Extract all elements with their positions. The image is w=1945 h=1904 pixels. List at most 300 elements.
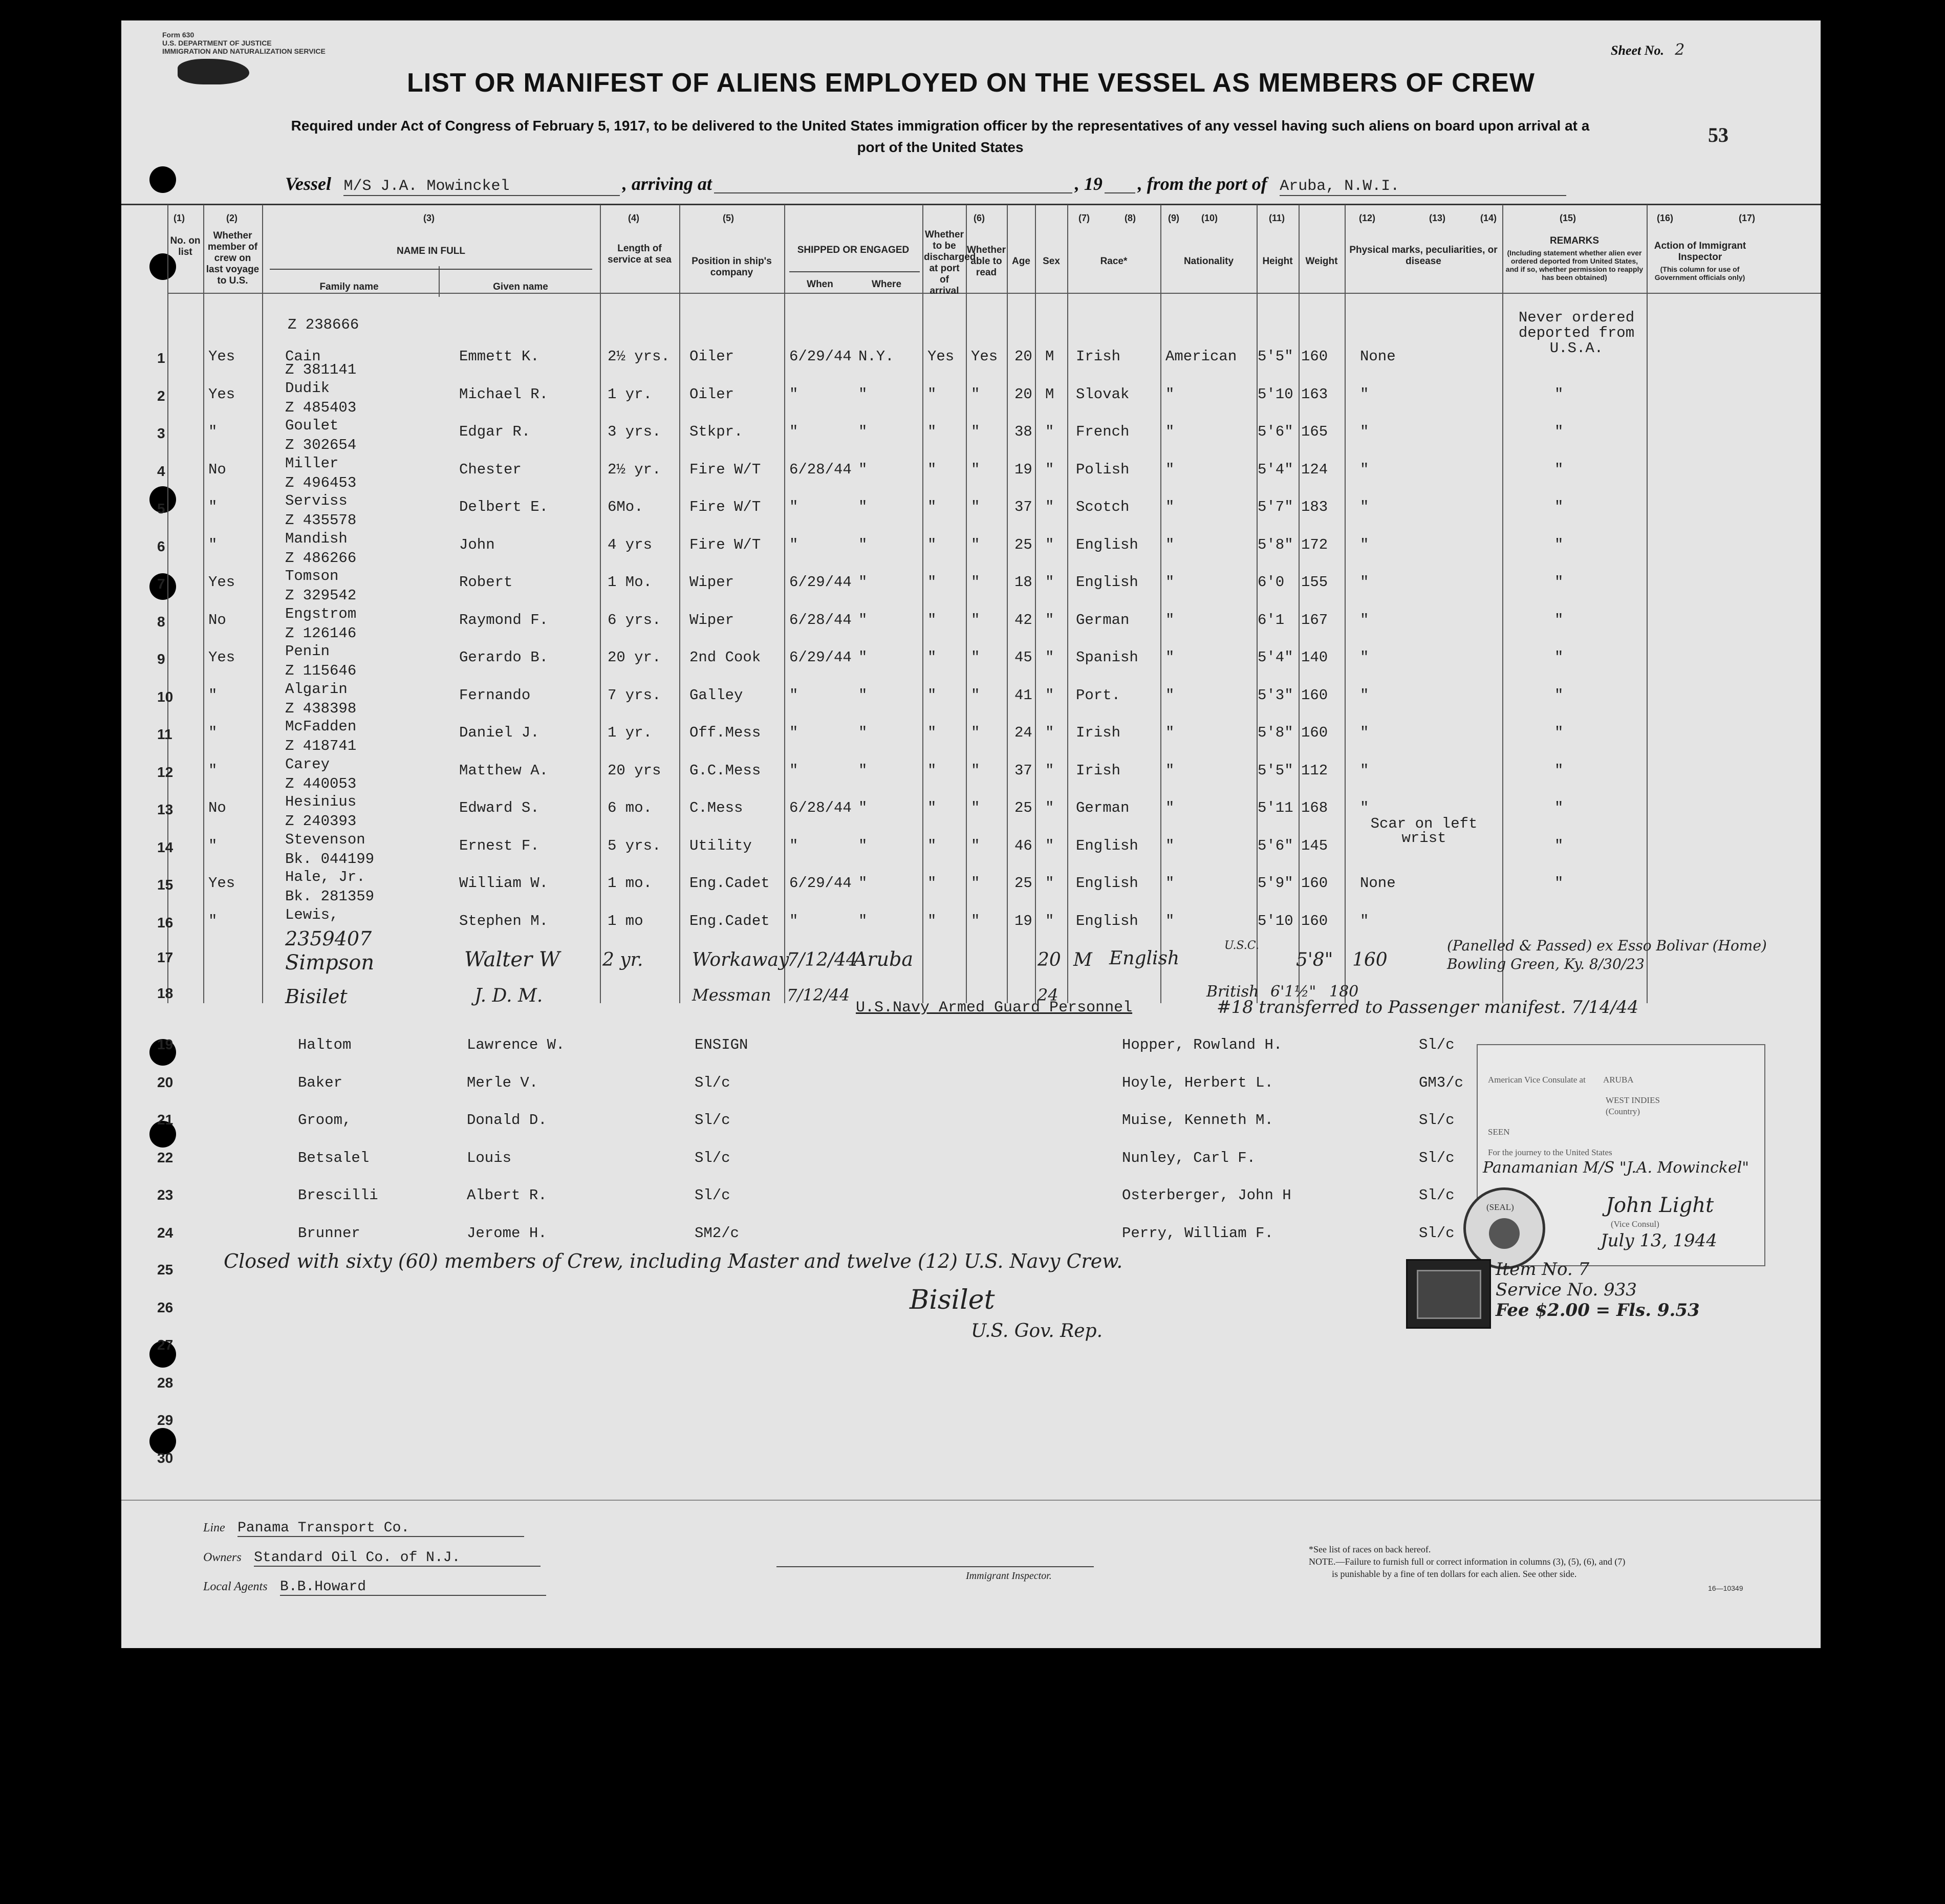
crew-prev-voyage: No [208, 612, 226, 629]
crew-remarks: " [1554, 649, 1564, 666]
stamp-journey: For the journey to the United States [1488, 1148, 1612, 1157]
col-note: (This column for use of Government officials only) [1654, 265, 1745, 282]
crew-marks: " [1360, 423, 1369, 440]
crew-id: Z 485403 [285, 399, 357, 416]
crew-position: Wiper [689, 612, 734, 629]
crew-shipped-where: " [858, 724, 868, 741]
navy-rank: Sl/c [695, 1150, 730, 1166]
crew-given-name: Robert [459, 574, 513, 591]
crew-shipped-when: 6/29/44 [789, 348, 852, 365]
crew-height: 5'5" [1258, 348, 1293, 365]
crew-id: Z 302654 [285, 437, 357, 453]
crew-shipped-where: " [858, 461, 868, 478]
crew-prev-voyage: " [208, 913, 218, 929]
manifest-sheet [121, 20, 1821, 1648]
crew-sex: " [1045, 612, 1054, 629]
crew-age: 18 [1014, 574, 1032, 591]
revenue-stamp-inner [1417, 1270, 1481, 1319]
crew-shipped-when: 6/29/44 [789, 649, 852, 666]
col-num: (7) [1078, 213, 1090, 223]
consul-seal [1463, 1187, 1545, 1269]
crew-weight: 160 [1301, 687, 1328, 704]
crew-given-name: Edward S. [459, 799, 539, 816]
crew-discharged: " [927, 799, 937, 816]
port-value: Aruba, N.W.I. [1280, 178, 1566, 196]
col-num: (2) [226, 213, 237, 223]
crew-id: Z 486266 [285, 550, 357, 567]
eagle-icon [1489, 1218, 1520, 1249]
crew-family-name: Mandish [285, 530, 348, 547]
crew-family-name: Lewis, [285, 906, 339, 923]
col-head: Physical marks, peculiarities, or disease [1349, 245, 1498, 267]
navy-rank: Sl/c [695, 1112, 730, 1129]
crew-sex: " [1045, 687, 1054, 704]
footer-line-value: Panama Transport Co. [237, 1520, 524, 1537]
crew-family-name: Goulet [285, 417, 339, 434]
crew-height: 5'9" [1258, 875, 1293, 892]
crew-height: 5'10 [1258, 386, 1293, 403]
crew-marks: " [1360, 762, 1369, 779]
crew-prev-voyage: " [208, 536, 218, 553]
vessel-label: Vessel [285, 174, 331, 194]
crew-shipped-where: " [858, 687, 868, 704]
crew-marks: " [1360, 461, 1369, 478]
crew-race: English [1076, 837, 1138, 854]
crew-shipped-where: " [858, 386, 868, 403]
column-rule [784, 205, 785, 1003]
crew-sex: M [1045, 348, 1054, 365]
stamp-seen: SEEN [1488, 1127, 1510, 1137]
crew-race: Irish [1076, 724, 1121, 741]
crew-nationality: " [1165, 837, 1175, 854]
column-rule [1160, 205, 1161, 1003]
crew-nationality: " [1165, 687, 1175, 704]
row-number: 2 [157, 388, 165, 404]
navy-rank: SM2/c [695, 1225, 740, 1242]
row17-remarks: (Panelled & Passed) ex Esso Bolivar (Home) Bowling Green, Ky. 8/30/23 [1447, 937, 1767, 972]
footer-line-label: Line [203, 1521, 225, 1534]
crew-weight: 124 [1301, 461, 1328, 478]
footer-note: is punishable by a fine of ten dollars for each alien. See other side. [1332, 1569, 1577, 1579]
crew-read: " [971, 762, 980, 779]
sheet-number-value: 2 [1675, 41, 1685, 59]
crew-race: Scotch [1076, 499, 1130, 515]
crew-prev-voyage: " [208, 837, 218, 854]
row17-height: 5'8" [1296, 949, 1333, 970]
navy-right-name: Muise, Kenneth M. [1122, 1112, 1273, 1129]
col-subhead: Given name [493, 282, 548, 292]
crew-nationality: " [1165, 762, 1175, 779]
crew-race: English [1076, 574, 1138, 591]
crew-position: Wiper [689, 574, 734, 591]
crew-discharged: " [927, 574, 937, 591]
col-head: Position in ship's company [691, 256, 772, 278]
crew-remarks: " [1554, 724, 1564, 741]
navy-family-name: Groom, [298, 1112, 352, 1129]
column-rule [203, 205, 204, 1003]
seal-label: (SEAL) [1486, 1202, 1514, 1212]
col-head: Whether member of crew on last voyage to U.S. [206, 230, 260, 286]
crew-prev-voyage: Yes [208, 348, 235, 365]
row18-position: Messman [692, 985, 771, 1005]
crew-position: Eng.Cadet [689, 875, 770, 892]
crew-discharged: Yes [927, 348, 955, 365]
navy-rank: Sl/c [695, 1074, 730, 1091]
crew-marks: " [1360, 499, 1369, 515]
crew-id: Z 126146 [285, 625, 357, 642]
crew-position: Oiler [689, 348, 734, 365]
row17-given: Walter W [464, 948, 560, 971]
crew-given-name: John [459, 536, 495, 553]
crew-position: C.Mess [689, 799, 743, 816]
crew-nationality: " [1165, 423, 1175, 440]
navy-family-name: Baker [298, 1074, 343, 1091]
col-head: No. on list [170, 235, 201, 257]
crew-prev-voyage: " [208, 687, 218, 704]
stamp-country-label: (Country) [1606, 1107, 1640, 1116]
row-number: 28 [157, 1375, 174, 1391]
crew-age: 25 [1014, 875, 1032, 892]
crew-remarks: " [1554, 386, 1564, 403]
crew-shipped-where: N.Y. [858, 348, 894, 365]
crew-weight: 160 [1301, 348, 1328, 365]
navy-rank: ENSIGN [695, 1036, 748, 1053]
crew-nationality: " [1165, 574, 1175, 591]
crew-weight: 172 [1301, 536, 1328, 553]
row17-nationality: U.S.C. [1224, 939, 1259, 952]
crew-discharged: " [927, 687, 937, 704]
crew-given-name: Raymond F. [459, 612, 549, 629]
col-head: Weight [1305, 256, 1338, 267]
crew-shipped-when: " [789, 837, 798, 854]
column-rule [1035, 205, 1036, 1003]
crew-given-name: Matthew A. [459, 762, 549, 779]
crew-given-name: Fernando [459, 687, 531, 704]
row-number: 4 [157, 463, 165, 479]
row-number: 9 [157, 651, 165, 667]
crew-given-name: Daniel J. [459, 724, 539, 741]
navy-right-name: Osterberger, John H [1122, 1187, 1291, 1204]
row-number: 14 [157, 839, 174, 855]
crew-id: Z 329542 [285, 587, 357, 604]
navy-right-name: Perry, William F. [1122, 1225, 1273, 1242]
crew-weight: 160 [1301, 913, 1328, 929]
crew-shipped-when: 6/29/44 [789, 875, 852, 892]
crew-shipped-when: " [789, 724, 798, 741]
crew-service: 5 yrs. [608, 837, 661, 854]
crew-position: Galley [689, 687, 743, 704]
crew-remarks: " [1554, 837, 1564, 854]
footer-rule [121, 1500, 1821, 1501]
row-number: 17 [157, 949, 174, 965]
crew-marks: None [1360, 348, 1396, 365]
crew-prev-voyage: " [208, 724, 218, 741]
crew-family-name: Serviss [285, 492, 348, 509]
footer-note: *See list of races on back hereof. [1309, 1544, 1431, 1554]
form-id-line: U.S. DEPARTMENT OF JUSTICE [162, 39, 272, 47]
crew-nationality: " [1165, 386, 1175, 403]
crew-service: 6Mo. [608, 499, 643, 515]
crew-shipped-where: " [858, 875, 868, 892]
col-subhead: Where [871, 279, 902, 290]
crew-race: Irish [1076, 762, 1121, 779]
crew-height: 5'4" [1258, 649, 1293, 666]
navy-right-name: Hopper, Rowland H. [1122, 1036, 1283, 1053]
crew-weight: 160 [1301, 875, 1328, 892]
subtitle-line: port of the United States [857, 139, 1024, 155]
footer-agents [203, 1579, 546, 1596]
crew-race: French [1076, 423, 1130, 440]
col-subhead: Family name [319, 282, 379, 292]
fee-revenue-stamp [1406, 1259, 1491, 1329]
stamp-country: WEST INDIES [1606, 1095, 1660, 1105]
col-num: (4) [628, 213, 639, 223]
crew-family-name: Algarin [285, 681, 348, 698]
row-number: 7 [157, 576, 165, 592]
form-id-line: IMMIGRATION AND NATURALIZATION SERVICE [162, 47, 326, 55]
footer-agents-value: B.B.Howard [280, 1579, 546, 1596]
crew-marks: Scar on left wrist [1370, 815, 1478, 847]
row18-height: 6'1½" [1270, 983, 1316, 1001]
col-num: (8) [1125, 213, 1136, 223]
crew-id: Z 418741 [285, 738, 357, 754]
page-number: 53 [1708, 123, 1728, 146]
crew-id: Z 496453 [285, 474, 357, 491]
crew-shipped-when: " [789, 499, 798, 515]
stamp-place: ARUBA [1603, 1075, 1634, 1085]
stamp-vessel: Panamanian M/S "J.A. Mowinckel" [1483, 1159, 1749, 1177]
crew-shipped-where: " [858, 423, 868, 440]
col-num: (17) [1739, 213, 1756, 223]
crew-shipped-where: " [858, 799, 868, 816]
crew-shipped-where: " [858, 574, 868, 591]
crew-height: 5'8" [1258, 724, 1293, 741]
footer-notes [1309, 1543, 1625, 1580]
crew-remarks: " [1554, 687, 1564, 704]
row18-remarks: #18 transferred to Passenger manifest. 7/14/44 [1217, 997, 1639, 1018]
crew-family-name: Hesinius [285, 793, 357, 810]
col-num: (12) [1359, 213, 1376, 223]
crew-id: Z 115646 [285, 662, 357, 679]
crew-sex: " [1045, 724, 1054, 741]
crew-discharged: " [927, 499, 937, 515]
crew-sex: " [1045, 799, 1054, 816]
column-rule [1007, 205, 1008, 1003]
crew-read: " [971, 423, 980, 440]
stamp-service: Service No. 933 [1496, 1280, 1637, 1300]
crew-read: Yes [971, 348, 998, 365]
crew-service: 20 yrs [608, 762, 661, 779]
signature-title: U.S. Gov. Rep. [971, 1321, 1103, 1342]
header-rule [167, 293, 1821, 294]
crew-weight: 168 [1301, 799, 1328, 816]
row-number: 20 [157, 1074, 174, 1090]
crew-age: 45 [1014, 649, 1032, 666]
crew-prev-voyage: Yes [208, 649, 235, 666]
crew-sex: " [1045, 423, 1054, 440]
col-head: REMARKS [1549, 235, 1600, 246]
row18-age: 24 [1038, 985, 1058, 1005]
crew-age: 25 [1014, 799, 1032, 816]
crew-id: Z 440053 [285, 775, 357, 792]
row-number: 11 [157, 726, 172, 742]
crew-given-name: William W. [459, 875, 549, 892]
navy-given-name: Jerome H. [467, 1225, 547, 1242]
crew-prev-voyage: Yes [208, 386, 235, 403]
crew-race: Port. [1076, 687, 1121, 704]
col-num: (11) [1269, 213, 1285, 223]
col-head: Nationality [1183, 256, 1234, 267]
navy-given-name: Louis [467, 1150, 512, 1166]
row17-where: Aruba [853, 948, 914, 970]
crew-service: 1 mo [608, 913, 643, 929]
crew-remarks: " [1554, 461, 1564, 478]
col-num: (6) [974, 213, 985, 223]
crew-read: " [971, 913, 980, 929]
crew-race: English [1076, 913, 1138, 929]
crew-shipped-where: " [858, 536, 868, 553]
crew-discharged: " [927, 612, 937, 629]
crew-discharged: " [927, 837, 937, 854]
crew-marks: " [1360, 536, 1369, 553]
crew-id: Z 238666 [288, 316, 359, 333]
navy-right-rank: Sl/c [1419, 1036, 1455, 1053]
navy-family-name: Betsalel [298, 1150, 370, 1166]
crew-nationality: " [1165, 799, 1175, 816]
remarks-row1: Never ordered deported from U.S.A. [1518, 309, 1635, 357]
crew-sex: " [1045, 837, 1054, 854]
crew-race: German [1076, 799, 1130, 816]
signature: Bisilet [910, 1285, 995, 1315]
sheet-number [1611, 41, 1684, 59]
form-id [162, 31, 326, 55]
crew-age: 41 [1014, 687, 1032, 704]
crew-nationality: " [1165, 612, 1175, 629]
navy-right-name: Nunley, Carl F. [1122, 1150, 1256, 1166]
navy-family-name: Brunner [298, 1225, 360, 1242]
crew-read: " [971, 724, 980, 741]
crew-position: Fire W/T [689, 461, 761, 478]
crew-race: English [1076, 536, 1138, 553]
header-rule [121, 204, 1821, 205]
footer-owners-value: Standard Oil Co. of N.J. [254, 1550, 541, 1567]
footer-owners [203, 1550, 541, 1567]
crew-given-name: Stephen M. [459, 913, 549, 929]
crew-prev-voyage: No [208, 799, 226, 816]
subtitle-line: Required under Act of Congress of February 5, 1917, to be delivered to the United States immigration officer by the representatives of any vessel having such aliens on board upon arrival at a [291, 118, 1590, 134]
crew-position: Fire W/T [689, 536, 761, 553]
crew-weight: 145 [1301, 837, 1328, 854]
crew-read: " [971, 536, 980, 553]
crew-prev-voyage: Yes [208, 875, 235, 892]
stamp-item: Item No. 7 [1496, 1259, 1590, 1280]
shipped-rule [789, 271, 920, 272]
stamp-fee: Fee $2.00 = Fls. 9.53 [1496, 1300, 1700, 1321]
row-number: 5 [157, 501, 165, 516]
crew-discharged: " [927, 423, 937, 440]
crew-nationality: " [1165, 724, 1175, 741]
crew-shipped-when: " [789, 536, 798, 553]
row-number: 1 [157, 350, 165, 366]
stamp-consul-title: (Vice Consul) [1611, 1219, 1659, 1229]
col-num: (9) [1168, 213, 1179, 223]
crew-shipped-when: 6/29/44 [789, 574, 852, 591]
crew-shipped-when: 6/28/44 [789, 799, 852, 816]
row17-age: 20 [1038, 949, 1061, 970]
navy-rank: Sl/c [695, 1187, 730, 1204]
crew-given-name: Chester [459, 461, 522, 478]
crew-nationality: " [1165, 875, 1175, 892]
navy-family-name: Brescilli [298, 1187, 378, 1204]
crew-height: 6'1 [1258, 612, 1285, 629]
row-number: 13 [157, 802, 174, 817]
sheet-number-label: Sheet No. [1611, 43, 1664, 58]
stamp-consulate [1488, 1075, 1634, 1085]
row-number: 23 [157, 1187, 174, 1203]
row-number: 19 [157, 1036, 174, 1052]
row-number: 25 [157, 1262, 174, 1278]
crew-position: Fire W/T [689, 499, 761, 515]
crew-given-name: Gerardo B. [459, 649, 549, 666]
row-number: 24 [157, 1225, 174, 1241]
row-number: 26 [157, 1300, 174, 1315]
crew-given-name: Edgar R. [459, 423, 531, 440]
vessel-line [285, 173, 1769, 199]
col-subhead: When [807, 279, 833, 290]
col-num: (1) [174, 213, 185, 223]
crew-race: Irish [1076, 348, 1121, 365]
crew-family-name: Penin [285, 643, 330, 660]
crew-age: 25 [1014, 536, 1032, 553]
row17-weight: 160 [1352, 949, 1388, 970]
crew-sex: " [1045, 913, 1054, 929]
row-number: 15 [157, 877, 174, 893]
row18-when: 7/12/44 [787, 985, 850, 1005]
crew-given-name: Ernest F. [459, 837, 539, 854]
col-note: (Including statement whether alien ever ordered deported from United States, and if so, whether permission to reapply has been obtained) [1505, 249, 1644, 282]
crew-height: 5'10 [1258, 913, 1293, 929]
crew-height: 5'6" [1258, 837, 1293, 854]
crew-read: " [971, 799, 980, 816]
year-blank [1105, 183, 1135, 193]
navy-right-name: Hoyle, Herbert L. [1122, 1074, 1273, 1091]
crew-discharged: " [927, 875, 937, 892]
row-number: 21 [157, 1112, 174, 1128]
col-head: Sex [1043, 256, 1060, 267]
row-number: 16 [157, 915, 174, 931]
column-rule [1067, 205, 1068, 1003]
crew-marks: " [1360, 913, 1369, 929]
crew-given-name: Michael R. [459, 386, 549, 403]
crew-position: Eng.Cadet [689, 913, 770, 929]
crew-discharged: " [927, 386, 937, 403]
crew-weight: 163 [1301, 386, 1328, 403]
crew-height: 6'0 [1258, 574, 1285, 591]
row17-when: 7/12/44 [787, 949, 858, 970]
crew-service: 2½ yrs. [608, 348, 670, 365]
crew-sex: " [1045, 649, 1054, 666]
from-port-label: , from the port of [1137, 174, 1267, 194]
crew-prev-voyage: " [208, 423, 218, 440]
crew-shipped-when: " [789, 762, 798, 779]
crew-height: 5'5" [1258, 762, 1293, 779]
crew-remarks: " [1554, 612, 1564, 629]
punch-hole [149, 166, 176, 193]
stamp-consulate-label: American Vice Consulate at [1488, 1075, 1586, 1085]
row-number: 8 [157, 614, 165, 630]
navy-right-rank: Sl/c [1419, 1112, 1455, 1129]
footer-note: NOTE.—Failure to furnish full or correct information in columns (3), (5), (6), and (7) [1309, 1556, 1626, 1567]
